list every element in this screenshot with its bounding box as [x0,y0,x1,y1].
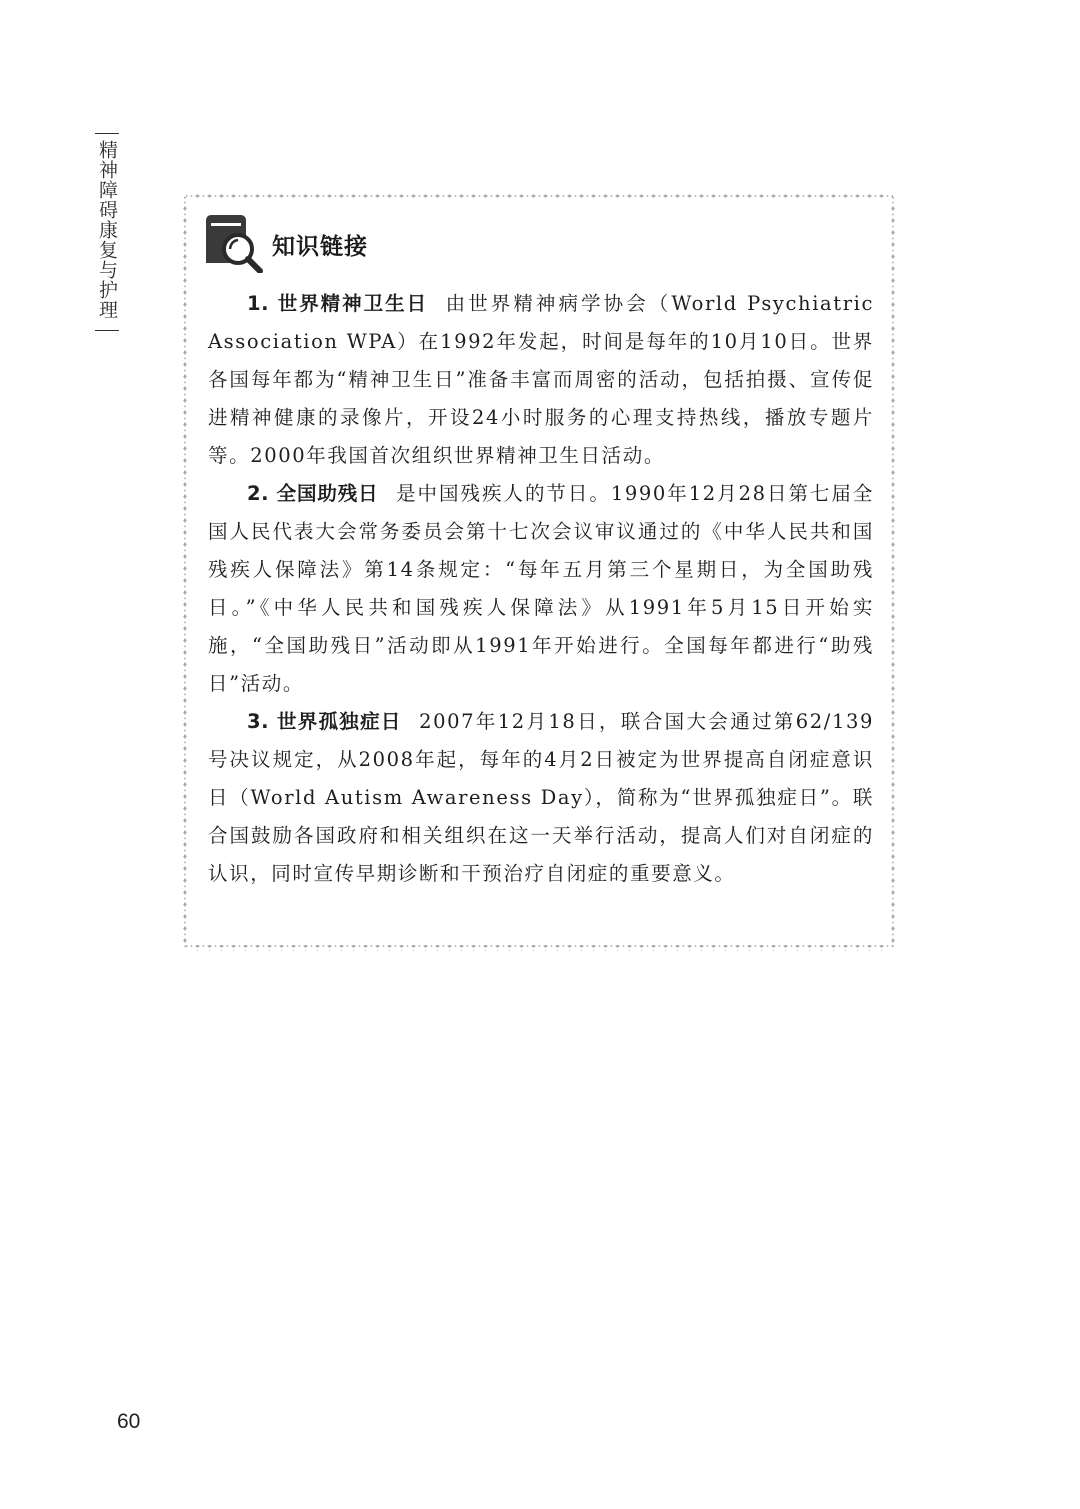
box-header [204,213,368,273]
paragraph-heading: 2. 全国助残日 [247,482,379,505]
paragraph-heading: 1. 世界精神卫生日 [247,292,429,315]
paragraph-heading: 3. 世界孤独症日 [247,710,402,733]
paragraph-mental-health-day [208,285,874,475]
paragraph-autism-day [208,703,874,893]
paragraph-text: 由世界精神病学协会（World Psychiatric Association WPA）在1992年发起，时间是每年的10月10日。世界各国每年都为“精神卫生日”准备丰富而周密的活动，包括拍摄、宣传促进精神健康的录像片，开设24小时服务的心理支持热线，播放专题片等。2000年我国首次组织世界精神卫生日活动。 [208,292,874,467]
paragraph-text: 2007年12月18日，联合国大会通过第62/139号决议规定，从2008年起，每年的4月2日被定为世界提高自闭症意识日（World Autism Awareness Day），简称为“世界孤独症日”。联合国鼓励各国政府和相关组织在这一天举行活动，提高人们对自闭症的认识，同时宣传早期诊断和干预治疗自闭症的重要意义。 [208,710,874,885]
box-body [208,285,874,893]
paragraph-text: 是中国残疾人的节日。1990年12月28日第七届全国人民代表大会常务委员会第十七次会议审议通过的《中华人民共和国残疾人保障法》第14条规定：“每年五月第三个星期日，为全国助残日。”《中华人民共和国残疾人保障法》从1991年5月15日开始实施，“全国助残日”活动即从1991年开始进行。全国每年都进行“助残日”活动。 [208,482,874,695]
box-title: 知识链接 [272,233,368,260]
running-head [95,133,119,331]
book-magnifier-icon [204,213,268,273]
knowledge-box [182,193,897,951]
paragraph-disability-day [208,475,874,703]
running-head-text: 精神障碍康复与护理 [96,140,118,320]
page-number: 60 [117,1410,141,1433]
